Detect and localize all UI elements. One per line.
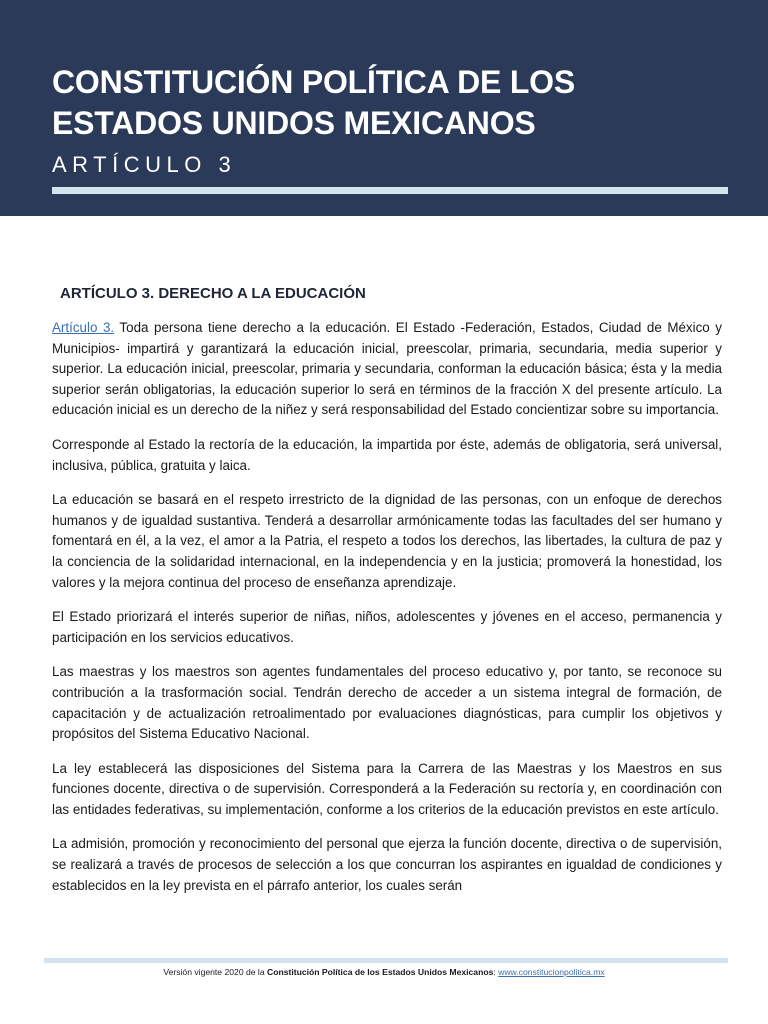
footer-rule xyxy=(44,958,728,963)
page-footer xyxy=(0,965,768,979)
footer-prefix: Versión vigente 2020 de la xyxy=(163,967,268,977)
paragraph-2: Corresponde al Estado la rectoría de la educación, la impartida por éste, además de obligatoria, será universal, inclusiva, pública, gratuita y laica. xyxy=(52,436,722,473)
paragraph-7: La admisión, promoción y reconocimiento del personal que ejerza la función docente, directiva o de supervisión, se realizará a través de procesos de selección a los que concurran los aspirantes en igualdad de condiciones y establecidos en la ley prevista en el párrafo anterior, los cuales serán xyxy=(52,836,722,893)
paragraph-6: La ley establecerá las disposiciones del Sistema para la Carrera de las Maestras y los Maestros en sus funciones docente, directiva o de supervisión. Corresponderá a la Federación su rectoría y, en coordinación con las entidades federativas, su implementación, conforme a los criterios de la educación previstos en este artículo. xyxy=(52,760,722,817)
footer-website-link[interactable]: www.constitucionpolitica.mx xyxy=(498,967,605,977)
document-subtitle: ARTÍCULO 3 xyxy=(52,152,237,177)
paragraph-5: Las maestras y los maestros son agentes fundamentales del proceso educativo y, por tanto, se reconoce su contribución a la trasformación social. Tendrán derecho de acceder a un sistema integral de formación, de capacitación y de actualización retroalimentado por evaluaciones diagnósticas, para cumplir los objetivos y propósitos del Sistema Educativo Nacional. xyxy=(52,664,722,742)
footer-bold-title: Constitución Política de los Estados Unidos Mexicanos xyxy=(267,967,494,977)
title-line-2: ESTADOS UNIDOS MEXICANOS xyxy=(52,105,536,141)
document-header xyxy=(0,0,768,216)
document-title xyxy=(52,62,575,144)
paragraph-3: La educación se basará en el respeto irrestricto de la dignidad de las personas, con un enfoque de derechos humanos y de igualdad sustantiva. Tenderá a desarrollar armónicamente todas las facultades del ser humano y fomentará en él, a la vez, el amor a la Patria, el respeto a todos los derechos, las libertades, la cultura de paz y la conciencia de la solidaridad internacional, en la independencia y en la justicia; promoverá la honestidad, los valores y la mejora continua del proceso de enseñanza aprendizaje. xyxy=(52,492,722,590)
paragraph-1-text: Toda persona tiene derecho a la educación. El Estado -Federación, Estados, Ciudad de México y Municipios- impartirá y garantizará la educación inicial, preescolar, primaria, secundaria, media superior y superior. La educación inicial, preescolar, primaria y secundaria, conforman la educación básica; ésta y la media superior serán obligatorias, la educación superior lo será en términos de la fracción X del presente artículo. La educación inicial es un derecho de la niñez y será responsabilidad del Estado concientizar sobre su importancia. xyxy=(52,320,722,418)
document-body xyxy=(52,280,722,910)
header-accent-bar xyxy=(52,187,728,194)
paragraph-4: El Estado priorizará el interés superior de niñas, niños, adolescentes y jóvenes en el acceso, permanencia y participación en los servicios educativos. xyxy=(52,609,722,645)
title-line-1: CONSTITUCIÓN POLÍTICA DE LOS xyxy=(52,64,575,100)
article-3-link[interactable]: Artículo 3. xyxy=(52,320,115,335)
footer-separator: : xyxy=(493,967,499,977)
section-heading: ARTÍCULO 3. DERECHO A LA EDUCACIÓN xyxy=(60,285,366,302)
paragraph-1 xyxy=(52,318,722,421)
